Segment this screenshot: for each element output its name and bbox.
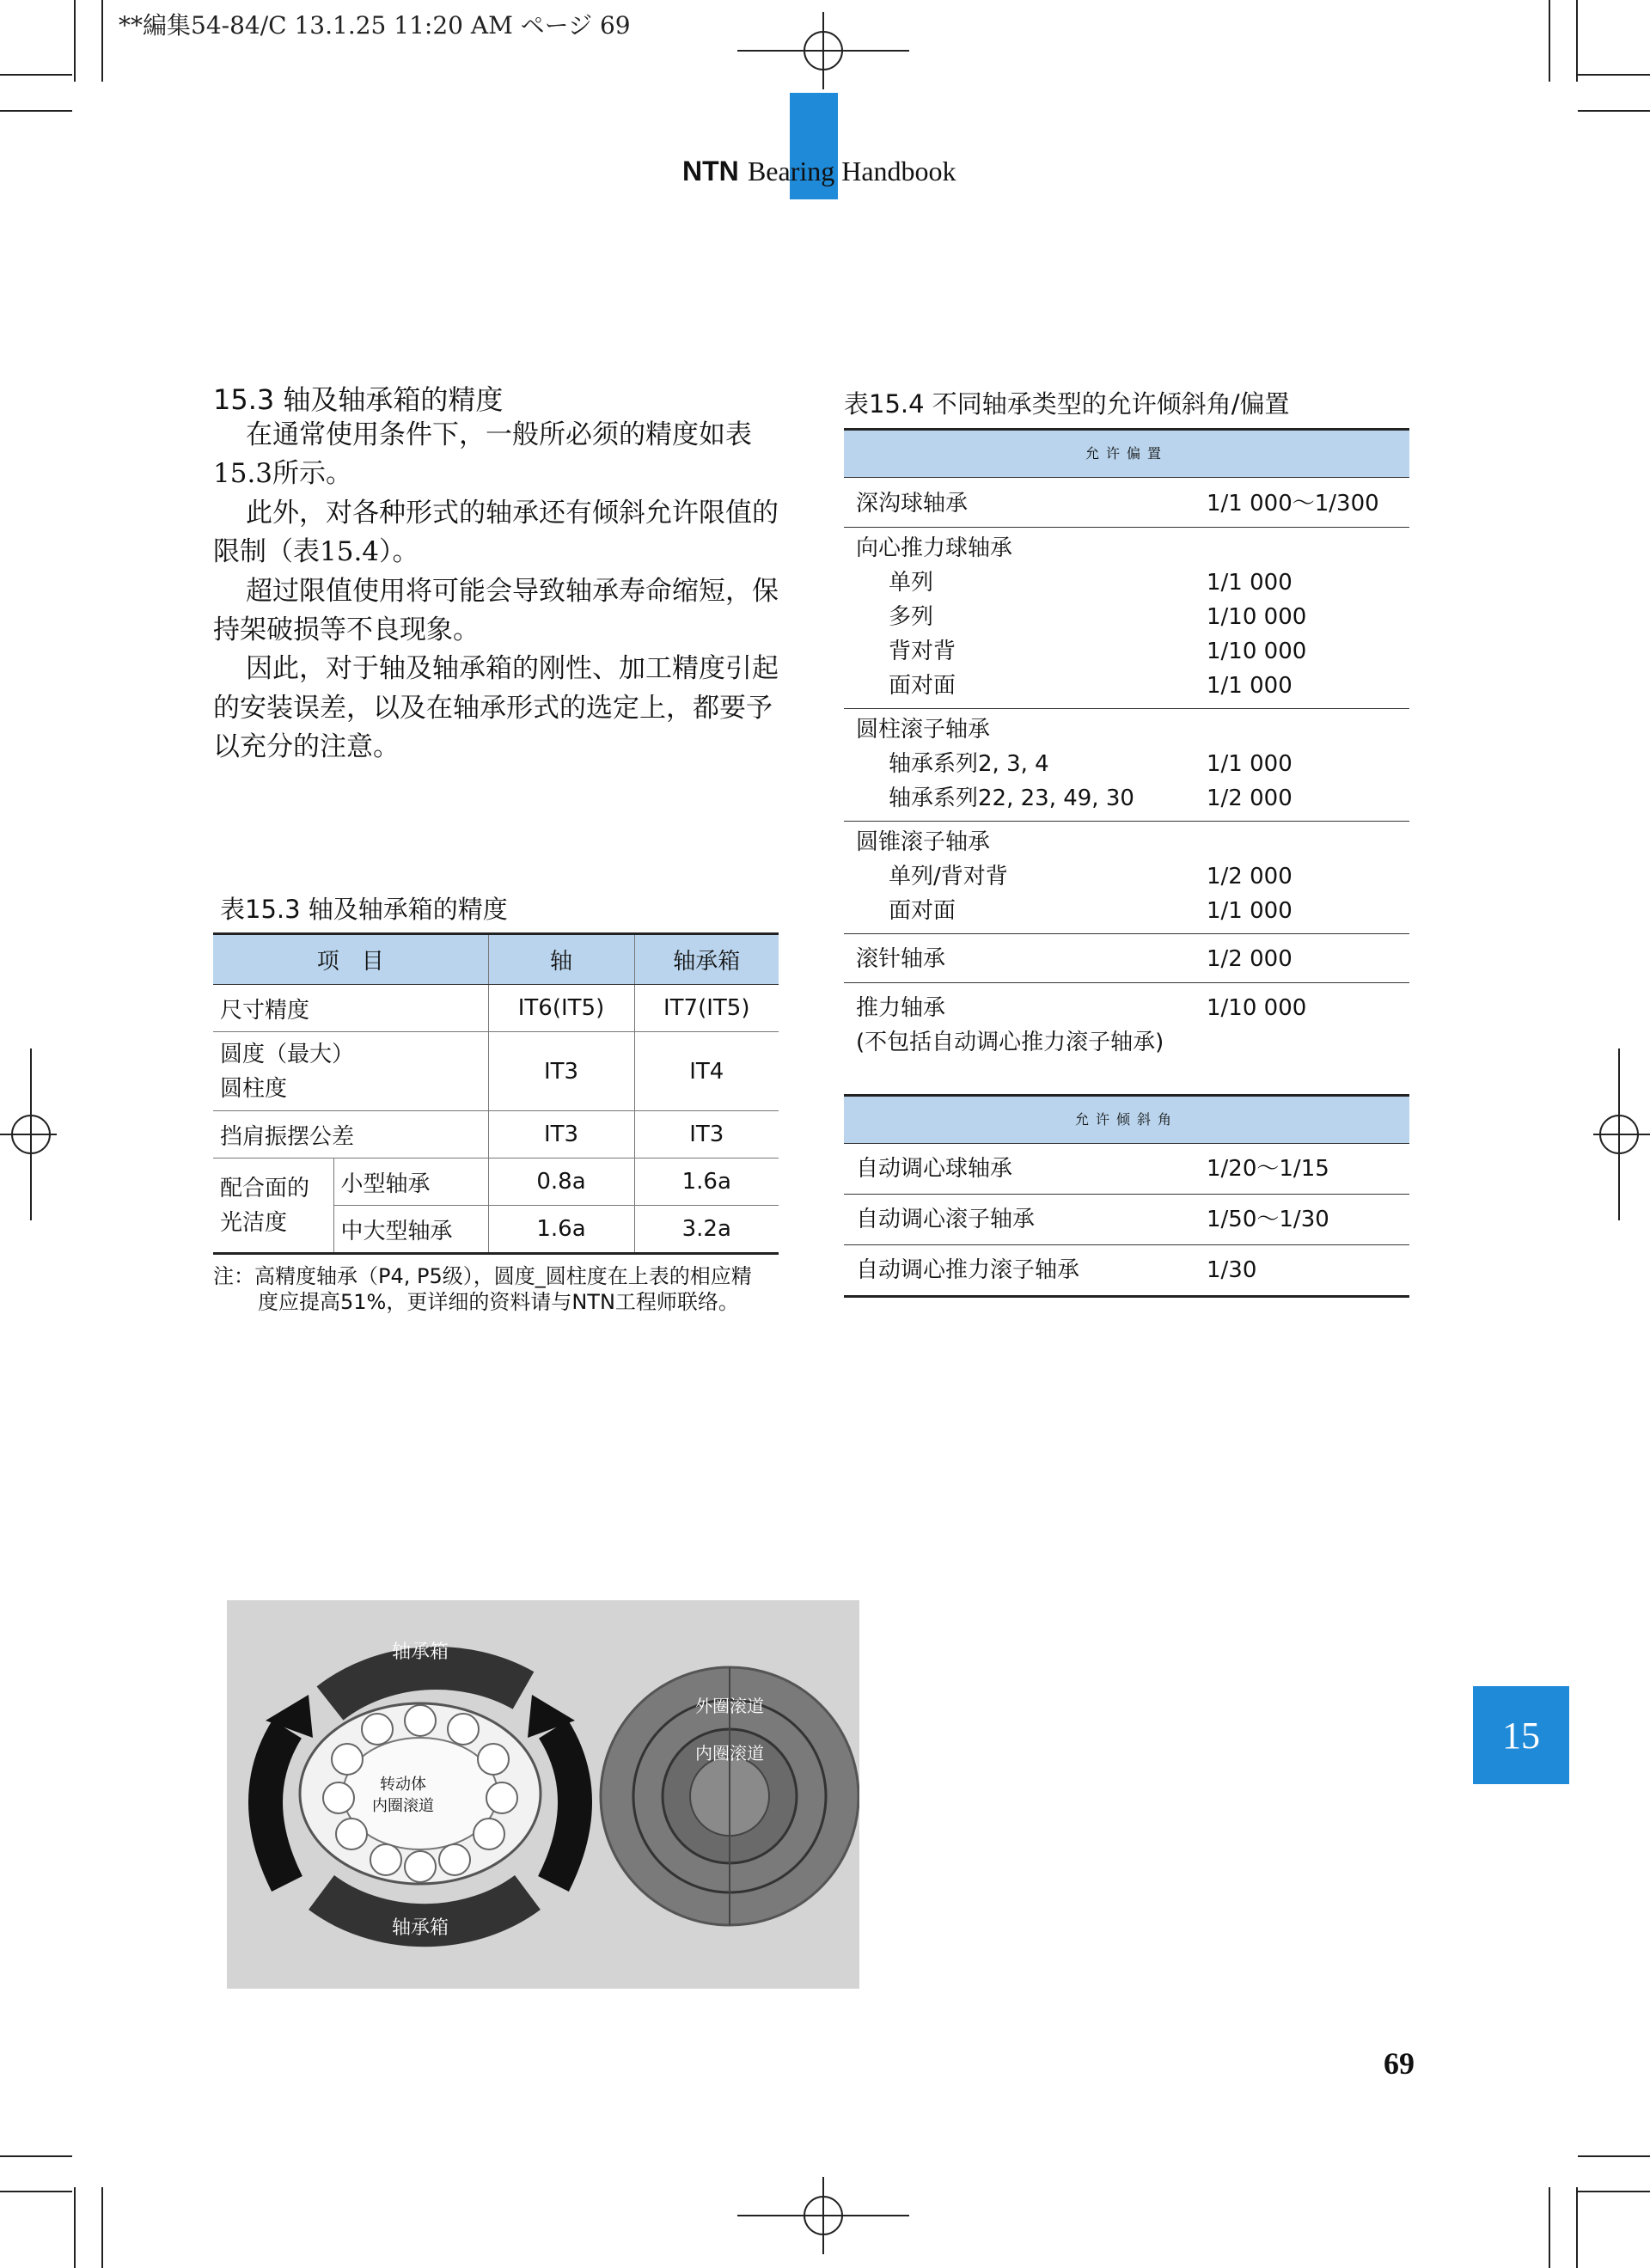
crop-mark bbox=[1549, 0, 1550, 82]
section-title: 15.3 轴及轴承箱的精度 bbox=[213, 383, 504, 416]
row-label: 向心推力球轴承 bbox=[856, 535, 1013, 561]
handbook-title: Bearing Handbook bbox=[747, 156, 956, 186]
row-label: 推力轴承 bbox=[856, 995, 946, 1021]
table-row bbox=[844, 600, 1409, 634]
row-value: 1/10 000 bbox=[1207, 604, 1307, 630]
band-label: 允许偏置 bbox=[1085, 445, 1168, 462]
row-label-line: 圆度（最大） bbox=[220, 1041, 355, 1067]
row-value: 1/2 000 bbox=[1207, 864, 1292, 889]
paragraph: 超过限值使用将可能会导致轴承寿命缩短，保持架破损等不良现象。 bbox=[213, 575, 779, 646]
column-header: 轴 bbox=[488, 934, 634, 985]
crop-mark bbox=[74, 2187, 76, 2268]
table-row bbox=[844, 1245, 1409, 1295]
table-row bbox=[844, 781, 1409, 816]
row-label: 多列 bbox=[889, 604, 934, 630]
table-row bbox=[844, 1195, 1409, 1245]
row-sublabel: 小型轴承 bbox=[333, 1158, 488, 1206]
row-value: 1/1 000 bbox=[1207, 751, 1292, 777]
table-row bbox=[844, 991, 1409, 1025]
row-label: 自动调心滚子轴承 bbox=[856, 1207, 1036, 1232]
table-15-3 bbox=[213, 932, 779, 1255]
table-row bbox=[213, 1158, 779, 1206]
table-group bbox=[844, 478, 1409, 528]
bearing-illustration bbox=[227, 1600, 859, 1989]
bearing-photo bbox=[227, 1600, 859, 1989]
row-label bbox=[213, 1032, 488, 1111]
table-row bbox=[844, 1025, 1409, 1060]
crop-mark bbox=[0, 2155, 72, 2157]
row-label: 自动调心推力滚子轴承 bbox=[856, 1257, 1080, 1283]
row-label: (不包括自动调心推力滚子轴承) bbox=[856, 1030, 1164, 1055]
crop-mark bbox=[1549, 2187, 1550, 2268]
table-row bbox=[844, 859, 1409, 894]
row-label: 轴承系列2, 3, 4 bbox=[889, 751, 1049, 777]
bearing-cross-section bbox=[601, 1667, 859, 1925]
crop-mark bbox=[0, 110, 72, 112]
row-label: 圆锥滚子轴承 bbox=[856, 829, 991, 855]
row-value: 1/1 000～1/300 bbox=[1207, 491, 1379, 517]
note-line: 度应提高51%，更详细的资料请与NTN工程师联络。 bbox=[258, 1290, 739, 1314]
table-row bbox=[844, 1144, 1409, 1195]
table-group bbox=[844, 934, 1409, 983]
registration-mark bbox=[1593, 1048, 1650, 1220]
row-label-line: 圆柱度 bbox=[220, 1075, 288, 1102]
table-group bbox=[844, 822, 1409, 934]
cell-housing: 3.2a bbox=[634, 1206, 779, 1254]
brand-name: NTN bbox=[682, 156, 739, 186]
crop-mark bbox=[1578, 2155, 1650, 2157]
running-header bbox=[682, 155, 956, 187]
label-rolling-element: 转动体 bbox=[380, 1776, 426, 1794]
crop-mark bbox=[1578, 2191, 1650, 2192]
row-value bbox=[1207, 825, 1409, 859]
table-group bbox=[844, 709, 1409, 822]
column-header: 项 目 bbox=[213, 934, 488, 985]
label-housing-top: 轴承箱 bbox=[391, 1641, 449, 1663]
section-body bbox=[213, 416, 798, 767]
crop-mark bbox=[74, 0, 76, 82]
table-row bbox=[844, 531, 1409, 565]
crop-mark bbox=[1578, 74, 1650, 76]
registration-mark bbox=[737, 12, 909, 89]
table-row bbox=[844, 712, 1409, 747]
row-label bbox=[213, 1158, 333, 1254]
table-row bbox=[844, 747, 1409, 781]
table-15-3-caption: 表15.3 轴及轴承箱的精度 bbox=[220, 895, 508, 924]
row-label: 背对背 bbox=[889, 639, 956, 664]
row-sublabel: 中大型轴承 bbox=[333, 1206, 488, 1254]
paragraph: 在通常使用条件下，一般所必须的精度如表15.3所示。 bbox=[213, 419, 752, 490]
crop-mark bbox=[1576, 2187, 1578, 2268]
table-row bbox=[213, 985, 779, 1032]
row-value: 1/2 000 bbox=[1207, 786, 1292, 811]
cell-shaft: 1.6a bbox=[488, 1206, 634, 1254]
row-label: 面对面 bbox=[889, 898, 956, 924]
crop-mark bbox=[0, 2191, 72, 2192]
crop-mark bbox=[0, 74, 72, 76]
row-label: 单列/背对背 bbox=[889, 864, 1008, 889]
row-label: 自动调心球轴承 bbox=[856, 1156, 1013, 1182]
row-value: 1/50～1/30 bbox=[1207, 1207, 1329, 1232]
misalignment-diagram bbox=[266, 1641, 575, 1939]
cell-shaft: IT3 bbox=[488, 1111, 634, 1158]
table-row bbox=[844, 565, 1409, 600]
crop-mark bbox=[1576, 0, 1578, 82]
table-15-4-caption: 表15.4 不同轴承类型的允许倾斜角/偏置 bbox=[844, 389, 1290, 419]
registration-mark bbox=[0, 1048, 57, 1220]
table-row bbox=[844, 486, 1409, 521]
row-label: 深沟球轴承 bbox=[856, 491, 969, 517]
row-value bbox=[1207, 712, 1409, 747]
cell-housing: IT7(IT5) bbox=[634, 985, 779, 1032]
row-label-line: 配合面的 bbox=[220, 1175, 310, 1201]
table-row bbox=[844, 669, 1409, 703]
row-value: 1/10 000 bbox=[1207, 995, 1307, 1021]
label-inner-raceway-right: 内圈滚道 bbox=[695, 1743, 764, 1764]
cell-housing: 1.6a bbox=[634, 1158, 779, 1206]
row-value: 1/2 000 bbox=[1207, 946, 1292, 972]
table-row bbox=[844, 634, 1409, 669]
row-value bbox=[1207, 531, 1409, 565]
row-label: 轴承系列22, 23, 49, 30 bbox=[889, 786, 1134, 811]
page-number: 69 bbox=[1384, 2046, 1415, 2081]
cell-shaft: IT3 bbox=[488, 1032, 634, 1111]
label-outer-raceway: 外圈滚道 bbox=[695, 1696, 764, 1716]
column-header: 轴承箱 bbox=[634, 934, 779, 985]
table-row bbox=[213, 1032, 779, 1111]
table-group bbox=[844, 528, 1409, 709]
label-inner-raceway: 内圈滚道 bbox=[372, 1797, 434, 1815]
table-row bbox=[213, 1111, 779, 1158]
crop-mark bbox=[101, 2187, 103, 2268]
cell-shaft: 0.8a bbox=[488, 1158, 634, 1206]
row-label: 滚针轴承 bbox=[856, 946, 946, 972]
paragraph: 此外，对各种形式的轴承还有倾斜允许限值的限制（表15.4）。 bbox=[213, 497, 779, 568]
row-value: 1/20～1/15 bbox=[1207, 1156, 1329, 1182]
row-label: 面对面 bbox=[889, 673, 956, 699]
cell-housing: IT3 bbox=[634, 1111, 779, 1158]
table-group bbox=[844, 1144, 1409, 1298]
note-line: 注：高精度轴承（P4, P5级），圆度_圆柱度在上表的相应精 bbox=[213, 1264, 752, 1288]
band-label: 允许倾斜角 bbox=[1074, 1111, 1178, 1128]
label-housing-bottom: 轴承箱 bbox=[391, 1917, 449, 1939]
table-15-3-note bbox=[213, 1263, 798, 1315]
paragraph: 因此，对于轴及轴承箱的刚性、加工精度引起的安装误差，以及在轴承形式的选定上，都要予以充分的注意。 bbox=[213, 653, 779, 763]
table-group bbox=[844, 983, 1409, 1094]
table-row bbox=[844, 825, 1409, 859]
row-label: 圆柱滚子轴承 bbox=[856, 717, 991, 743]
table-15-4 bbox=[844, 428, 1409, 1298]
registration-mark bbox=[737, 2177, 909, 2254]
row-label: 尺寸精度 bbox=[213, 985, 488, 1032]
crop-mark bbox=[101, 0, 103, 82]
cell-shaft: IT6(IT5) bbox=[488, 985, 634, 1032]
row-value: 1/30 bbox=[1207, 1257, 1257, 1283]
row-value: 1/10 000 bbox=[1207, 639, 1307, 664]
chapter-tab: 15 bbox=[1473, 1686, 1569, 1784]
table-row bbox=[844, 894, 1409, 928]
print-slug: **編集54-84/C 13.1.25 11:20 AM ページ 69 bbox=[119, 11, 631, 40]
band-allowable-offset bbox=[844, 428, 1409, 478]
cell-housing: IT4 bbox=[634, 1032, 779, 1111]
row-label: 挡肩振摆公差 bbox=[213, 1111, 488, 1158]
crop-mark bbox=[1578, 110, 1650, 112]
row-value: 1/1 000 bbox=[1207, 570, 1292, 596]
row-label-line: 光洁度 bbox=[220, 1209, 288, 1236]
row-value: 1/1 000 bbox=[1207, 898, 1292, 924]
table-row bbox=[844, 942, 1409, 976]
row-value: 1/1 000 bbox=[1207, 673, 1292, 699]
row-label: 单列 bbox=[889, 570, 934, 596]
band-allowable-tilt bbox=[844, 1094, 1409, 1144]
